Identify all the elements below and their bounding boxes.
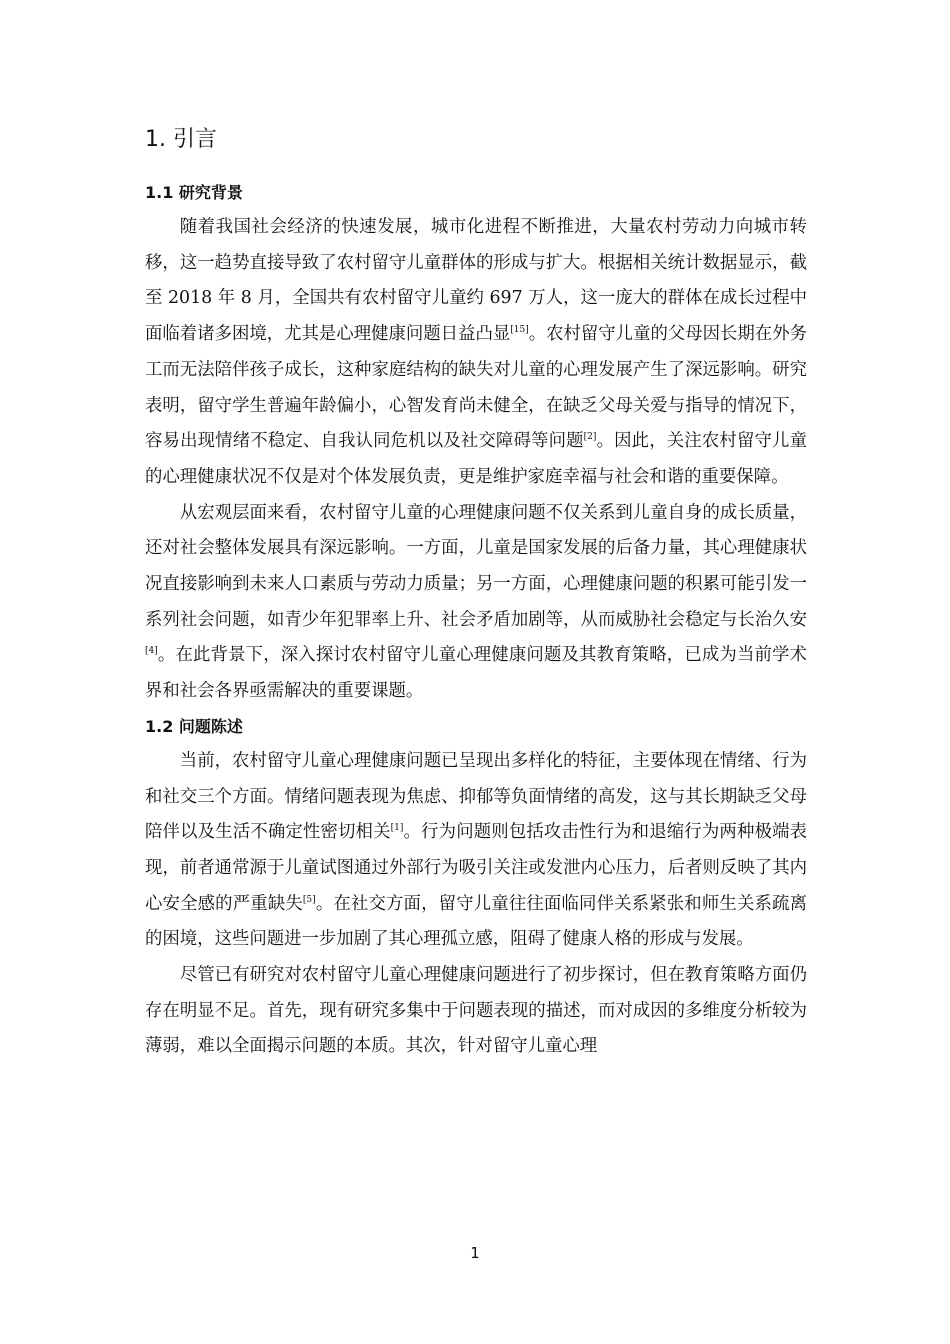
- paragraph-background-2: 从宏观层面来看，农村留守儿童的心理健康问题不仅关系到儿童自身的成长质量，还对社会整体发展具有深远影响。一方面，儿童是国家发展的后备力量，其心理健康状况直接影响到未来人口素质与劳动力质量；另一方面，心理健康问题的积累可能引发一系列社会问题，如青少年犯罪率上升、社会矛盾加剧等，从而威胁社会稳定与长治久安[4]。在此背景下，深入探讨农村留守儿童心理健康问题及其教育策略，已成为当前学术界和社会各界亟需解决的重要课题。: [145, 502, 807, 702]
- section-title: 1. 引言: [145, 127, 217, 152]
- citation: [5]: [302, 894, 316, 905]
- citation: [4]: [145, 646, 158, 657]
- citation: [15]: [510, 325, 529, 336]
- citation: [1]: [390, 823, 404, 834]
- citation: [2]: [583, 432, 597, 443]
- paragraph-background-1: 随着我国社会经济的快速发展，城市化进程不断推进，大量农村劳动力向城市转移，这一趋势直接导致了农村留守儿童群体的形成与扩大。根据相关统计数据显示，截至 2018 年 8 月，全国共有农村留守儿童约 697 万人，这一庞大的群体在成长过程中面临着诸多困境，尤其是心理健康问题日益凸显[15]。农村留守儿童的父母因长期在外务工而无法陪伴孩子成长，这种家庭结构的缺失对儿童的心理发展产生了深远影响。研究表明，留守学生普遍年龄偏小，心智发育尚未健全，在缺乏父母关爱与指导的情况下，容易出现情绪不稳定、自我认同危机以及社交障碍等问题[2]。因此，关注农村留守儿童的心理健康状况不仅是对个体发展负责，更是维护家庭幸福与社会和谐的重要保障。: [145, 217, 807, 487]
- page-number: 1: [470, 1244, 480, 1262]
- subsection-title-problem: 1.2 问题陈述: [145, 716, 243, 736]
- subsection-title-background: 1.1 研究背景: [145, 183, 243, 202]
- paragraph-problem-1: 当前，农村留守儿童心理健康问题已呈现出多样化的特征，主要体现在情绪、行为和社交三个方面。情绪问题表现为焦虑、抑郁等负面情绪的高发，这与其长期缺乏父母陪伴以及生活不确定性密切相关[1]。行为问题则包括攻击性行为和退缩行为两种极端表现，前者通常源于儿童试图通过外部行为吸引关注或发泄内心压力，后者则反映了其内心安全感的严重缺失[5]。在社交方面，留守儿童往往面临同伴关系紧张和师生关系疏离的困境，这些问题进一步加剧了其心理孤立感，阻碍了健康人格的形成与发展。: [145, 750, 807, 950]
- page-content: [145, 118, 807, 1065]
- paragraph-problem-2: 尽管已有研究对农村留守儿童心理健康问题进行了初步探讨，但在教育策略方面仍存在明显不足。首先，现有研究多集中于问题表现的描述，而对成因的多维度分析较为薄弱，难以全面揭示问题的本质。其次，针对留守儿童心理: [145, 965, 807, 1057]
